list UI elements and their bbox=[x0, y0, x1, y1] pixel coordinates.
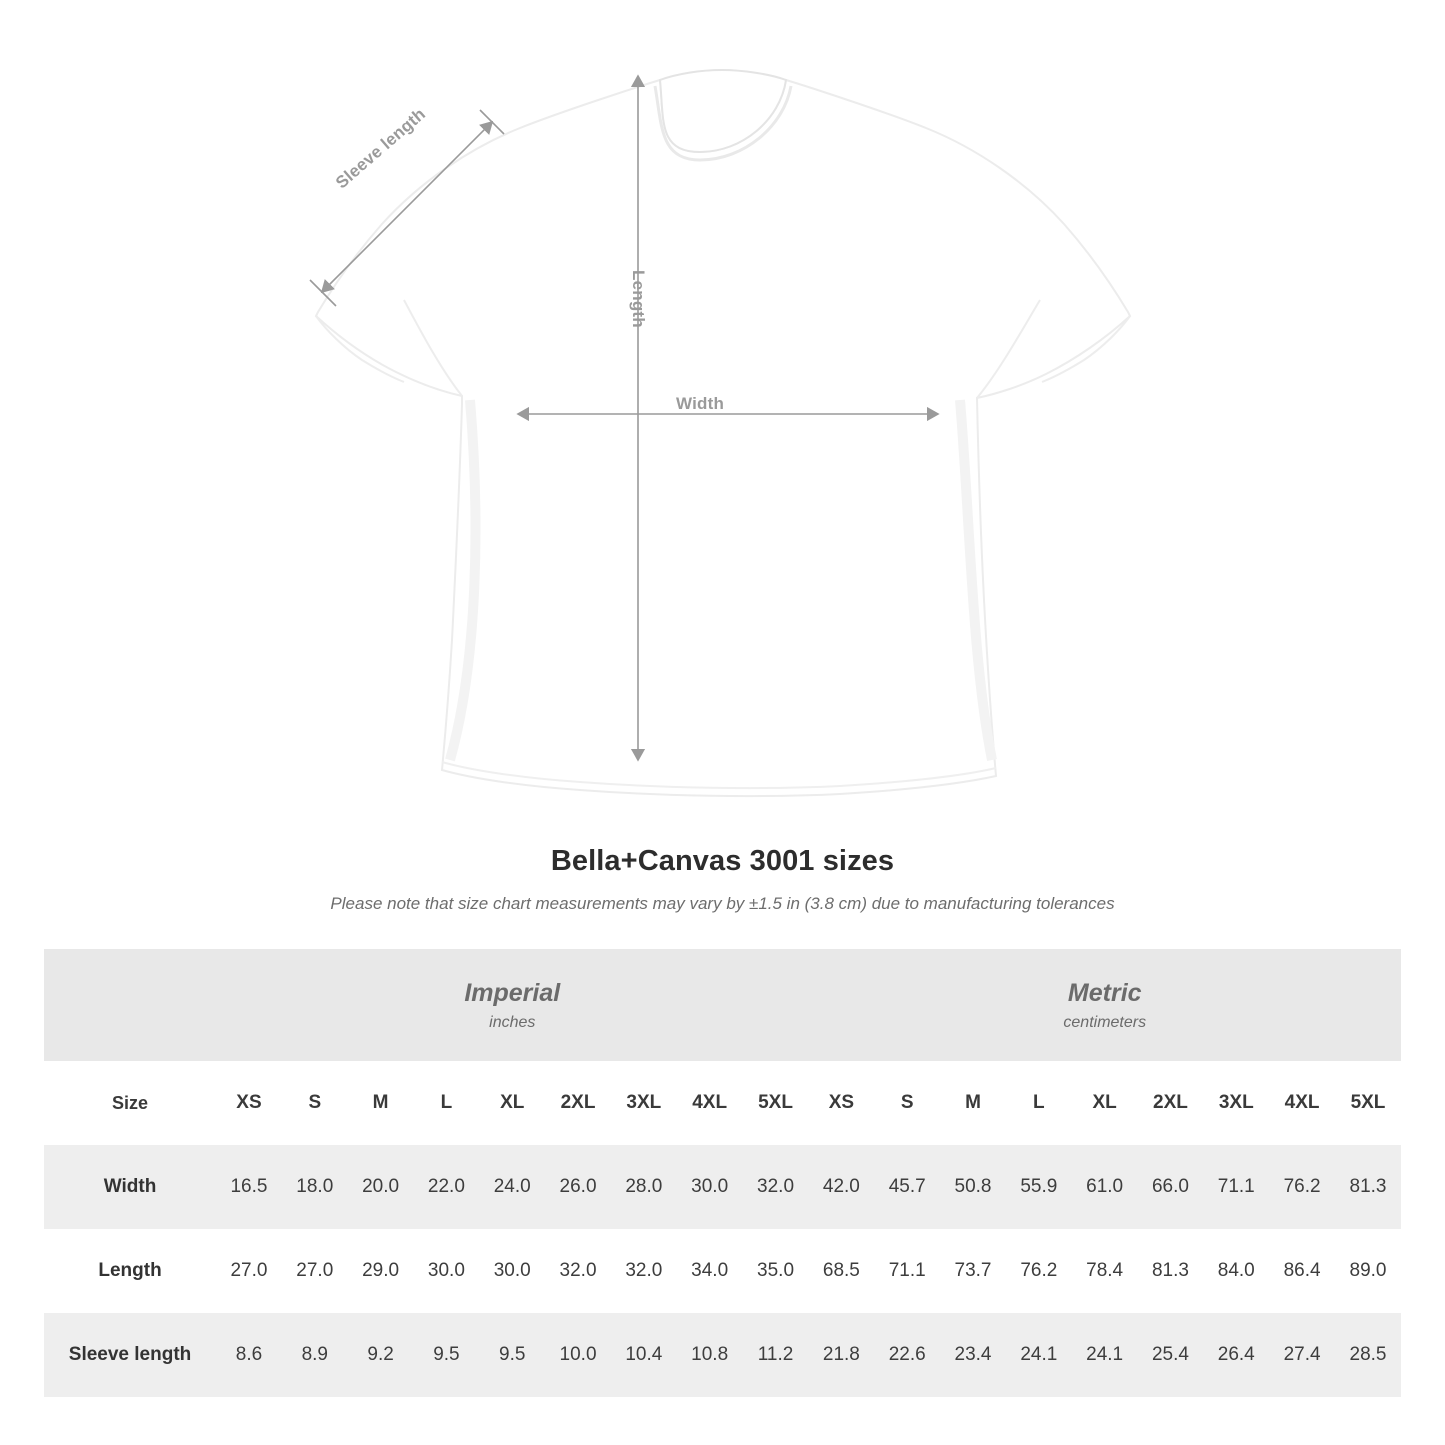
unit-header-row bbox=[44, 949, 1401, 1061]
row-label-sleeve-length: Sleeve length bbox=[44, 1313, 216, 1397]
size-col-header: XL bbox=[1072, 1061, 1138, 1145]
cell-length: 30.0 bbox=[479, 1229, 545, 1313]
cell-sleeve: 8.9 bbox=[282, 1313, 348, 1397]
metric-sublabel: centimeters bbox=[1063, 1013, 1147, 1031]
size-table-container bbox=[44, 949, 1401, 1397]
cell-width: 50.8 bbox=[940, 1145, 1006, 1229]
cell-sleeve: 9.5 bbox=[479, 1313, 545, 1397]
size-col-header: XS bbox=[216, 1061, 282, 1145]
cell-sleeve: 10.4 bbox=[611, 1313, 677, 1397]
size-col-header: 3XL bbox=[611, 1061, 677, 1145]
cell-width: 20.0 bbox=[348, 1145, 414, 1229]
size-col-header: 2XL bbox=[545, 1061, 611, 1145]
metric-group-header bbox=[808, 949, 1401, 1061]
size-col-header: L bbox=[1006, 1061, 1072, 1145]
cell-sleeve: 27.4 bbox=[1269, 1313, 1335, 1397]
imperial-group-header bbox=[216, 949, 808, 1061]
cell-sleeve: 25.4 bbox=[1138, 1313, 1204, 1397]
size-col-header: XS bbox=[808, 1061, 874, 1145]
cell-sleeve: 22.6 bbox=[874, 1313, 940, 1397]
cell-sleeve: 9.2 bbox=[348, 1313, 414, 1397]
cell-width: 24.0 bbox=[479, 1145, 545, 1229]
cell-width: 42.0 bbox=[808, 1145, 874, 1229]
cell-sleeve: 11.2 bbox=[743, 1313, 809, 1397]
cell-width: 18.0 bbox=[282, 1145, 348, 1229]
size-header-cell: Size bbox=[44, 1061, 216, 1145]
size-col-header: 2XL bbox=[1138, 1061, 1204, 1145]
cell-length: 71.1 bbox=[874, 1229, 940, 1313]
cell-length: 84.0 bbox=[1203, 1229, 1269, 1313]
cell-length: 30.0 bbox=[414, 1229, 480, 1313]
cell-width: 30.0 bbox=[677, 1145, 743, 1229]
cell-length: 73.7 bbox=[940, 1229, 1006, 1313]
cell-sleeve: 9.5 bbox=[414, 1313, 480, 1397]
cell-width: 22.0 bbox=[414, 1145, 480, 1229]
column-header-row bbox=[44, 1061, 1401, 1145]
page-title: Bella+Canvas 3001 sizes bbox=[550, 845, 895, 877]
cell-length: 34.0 bbox=[677, 1229, 743, 1313]
unit-header-spacer bbox=[44, 949, 216, 1061]
cell-length: 86.4 bbox=[1269, 1229, 1335, 1313]
cell-width: 81.3 bbox=[1335, 1145, 1401, 1229]
length-label: Length bbox=[629, 270, 648, 328]
cell-sleeve: 21.8 bbox=[808, 1313, 874, 1397]
size-col-header: M bbox=[348, 1061, 414, 1145]
cell-length: 89.0 bbox=[1335, 1229, 1401, 1313]
cell-length: 27.0 bbox=[216, 1229, 282, 1313]
tshirt-shape bbox=[316, 70, 1130, 796]
cell-length: 29.0 bbox=[348, 1229, 414, 1313]
cell-sleeve: 24.1 bbox=[1072, 1313, 1138, 1397]
cell-sleeve: 8.6 bbox=[216, 1313, 282, 1397]
cell-sleeve: 10.8 bbox=[677, 1313, 743, 1397]
table-row bbox=[44, 1145, 1401, 1229]
size-col-header: XL bbox=[479, 1061, 545, 1145]
cell-length: 81.3 bbox=[1138, 1229, 1204, 1313]
cell-sleeve: 26.4 bbox=[1203, 1313, 1269, 1397]
row-label-width: Width bbox=[44, 1145, 216, 1229]
cell-length: 68.5 bbox=[808, 1229, 874, 1313]
cell-width: 66.0 bbox=[1138, 1145, 1204, 1229]
sleeve-length-label: Sleeve length bbox=[332, 104, 430, 193]
cell-width: 32.0 bbox=[743, 1145, 809, 1229]
size-col-header: 5XL bbox=[743, 1061, 809, 1145]
cell-width: 16.5 bbox=[216, 1145, 282, 1229]
size-table bbox=[44, 949, 1401, 1397]
cell-sleeve: 10.0 bbox=[545, 1313, 611, 1397]
cell-width: 76.2 bbox=[1269, 1145, 1335, 1229]
cell-width: 55.9 bbox=[1006, 1145, 1072, 1229]
tolerance-note: Please note that size chart measurements may vary by ±1.5 in (3.8 cm) due to manufacturing tolerances bbox=[330, 894, 1115, 913]
row-label-length: Length bbox=[44, 1229, 216, 1313]
title-block bbox=[0, 845, 1445, 914]
width-label: Width bbox=[676, 394, 725, 413]
imperial-label: Imperial bbox=[464, 979, 561, 1008]
cell-length: 35.0 bbox=[743, 1229, 809, 1313]
cell-length: 32.0 bbox=[545, 1229, 611, 1313]
table-row bbox=[44, 1229, 1401, 1313]
cell-width: 26.0 bbox=[545, 1145, 611, 1229]
size-col-header: S bbox=[282, 1061, 348, 1145]
cell-width: 28.0 bbox=[611, 1145, 677, 1229]
table-row bbox=[44, 1313, 1401, 1397]
size-col-header: 4XL bbox=[677, 1061, 743, 1145]
cell-width: 61.0 bbox=[1072, 1145, 1138, 1229]
cell-length: 32.0 bbox=[611, 1229, 677, 1313]
size-col-header: 3XL bbox=[1203, 1061, 1269, 1145]
size-col-header: S bbox=[874, 1061, 940, 1145]
size-col-header: M bbox=[940, 1061, 1006, 1145]
cell-sleeve: 23.4 bbox=[940, 1313, 1006, 1397]
cell-length: 76.2 bbox=[1006, 1229, 1072, 1313]
cell-length: 78.4 bbox=[1072, 1229, 1138, 1313]
metric-label: Metric bbox=[1067, 979, 1142, 1008]
cell-length: 27.0 bbox=[282, 1229, 348, 1313]
cell-width: 71.1 bbox=[1203, 1145, 1269, 1229]
cell-width: 45.7 bbox=[874, 1145, 940, 1229]
cell-sleeve: 24.1 bbox=[1006, 1313, 1072, 1397]
imperial-sublabel: inches bbox=[489, 1013, 536, 1031]
cell-sleeve: 28.5 bbox=[1335, 1313, 1401, 1397]
size-col-header: 4XL bbox=[1269, 1061, 1335, 1145]
size-col-header: 5XL bbox=[1335, 1061, 1401, 1145]
size-col-header: L bbox=[414, 1061, 480, 1145]
